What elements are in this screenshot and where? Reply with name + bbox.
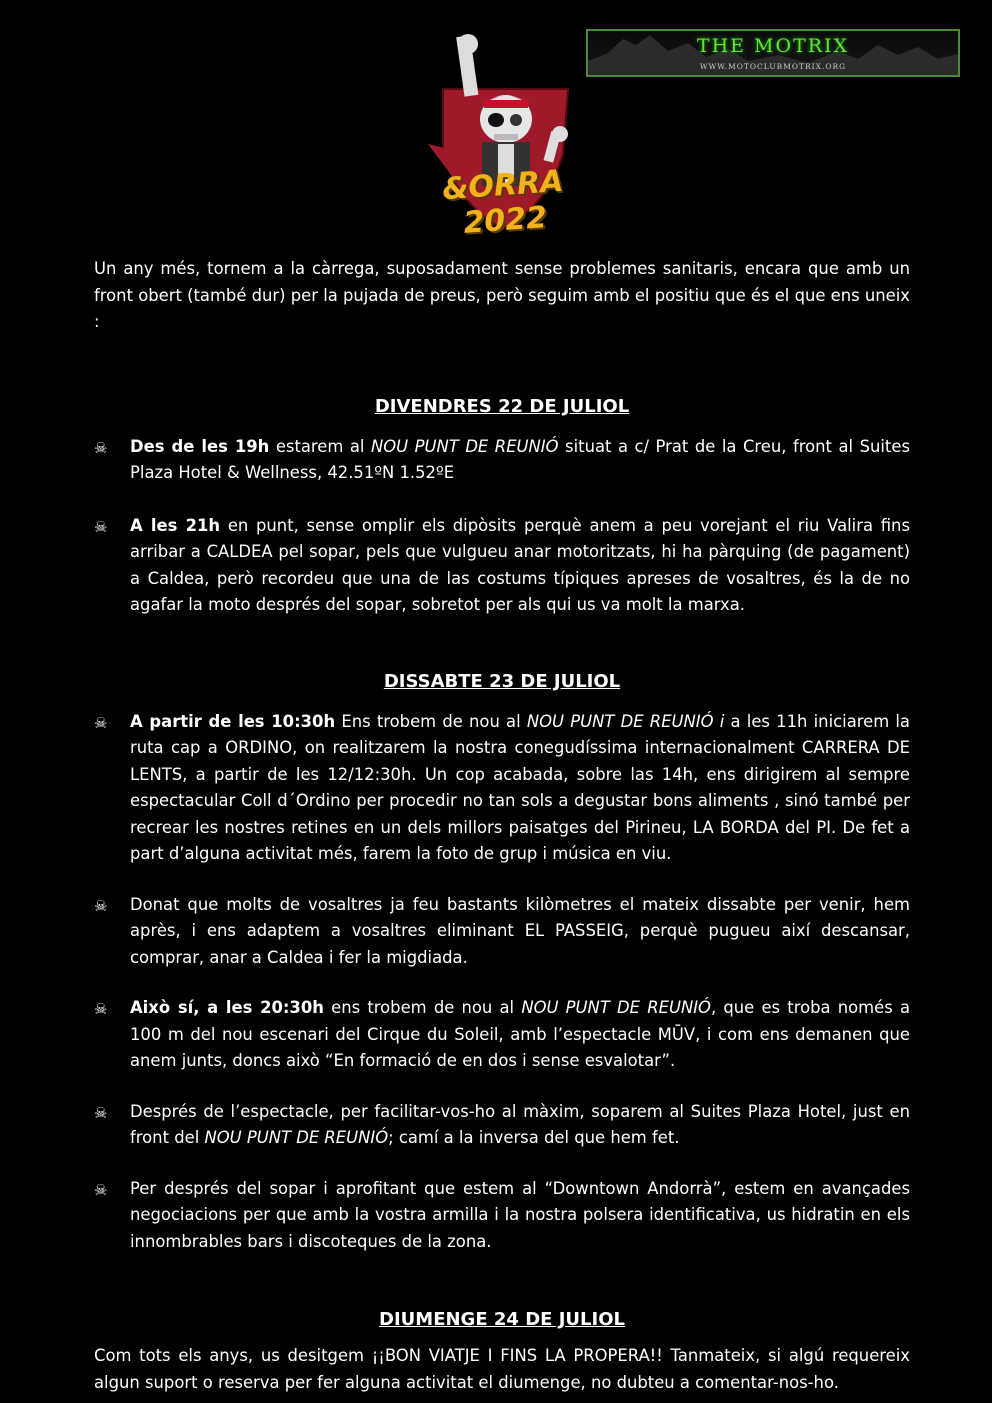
item-bold: A les 21h [130,515,221,535]
heading-friday: DIVENDRES 22 DE JULIOL [374,395,630,417]
item-italic: NOU PUNT DE REUNIÓ [370,436,559,456]
item-bold: A partir de les 10:30h [130,711,336,731]
item-text: en punt, sense omplir els dipòsits perquè anem a peu vorejant el riu Valira fins arribar a CALDEA pel sopar, pels que vulgueu anar motoritzats, hi ha pàrquing (de pagament) a Caldea, però recordeu que una de las costums típiques apreses de vosaltres, és la de no agafar la moto després del sopar, sobretot per als qui us va molt la marxa. [130,515,910,614]
skull-bullet-icon: ☠ [94,896,108,915]
item-text: Ens trobem de nou al [335,711,527,731]
logo-text: &ORRA 2022 [441,163,565,241]
skull-bullet-icon: ☠ [94,517,108,536]
heading-sunday: DIUMENGE 24 DE JULIOL [379,1309,625,1330]
skull-bullet-icon: ☠ [94,1180,108,1199]
skull-bullet-icon: ☠ [94,1103,108,1122]
item-text: ens trobem de nou al [323,998,522,1017]
banner-title: THE MOTRIX [696,35,850,57]
item-text: , que es troba només a 100 m del nou escenari del Cirque du Soleil, amb l’espectacle MŪV, i com ens demanen que anem junts, doncs això “En formació de en dos i sense esvalotar”. [130,998,910,1070]
saturday-item-1 [94,709,910,868]
item-text: Per després del sopar i aprofitant que estem al “Downtown Andorrà”, estem en avançades negociacions per que amb la vostra armilla i la nostra polsera identificativa, us hidratin en els innombrables bars i discoteques de la zona. [130,1178,910,1251]
document-body [94,256,910,1396]
intro-paragraph: Un any més, tornem a la càrrega, suposadament sense problemes sanitaris, encara que amb un front obert (també dur) per la pujada de preus, però seguim amb el positiu que és el que ens uneix : [94,259,910,331]
item-text: situat a c/ Prat de la Creu, front al Suites Plaza Hotel & Wellness, 42.51ºN 1.52ºE [130,436,910,482]
motrix-banner [586,29,960,77]
sunday-paragraph: Com tots els anys, us desitgem ¡¡BON VIATJE I FINS LA PROPERA!! Tanmateix, si algú requereix algun suport o reserva per fer alguna activitat el diumenge, no dubteu a comentar-nos-ho. [94,1346,910,1392]
banner-url: WWW.MOTOCLUBMOTRIX.ORG [699,62,847,71]
item-bold: Això sí, a les 20:30h [130,998,324,1017]
item-text: Donat que molts de vosaltres ja feu bastants kilòmetres el mateix dissabte per venir, hem après, i ens adaptem a vosaltres eliminant EL PASSEIG, perquè pugueu així descansar, comprar, anar a Caldea i fer la migdiada. [130,894,910,967]
item-italic: NOU PUNT DE REUNIÓ [204,1128,389,1147]
friday-item-2 [94,513,910,619]
item-bold: Des de les 19h [130,436,270,456]
saturday-item-4 [94,1099,910,1152]
skull-bullet-icon: ☠ [94,1000,108,1018]
item-italic: NOU PUNT DE REUNIÓ [521,998,711,1017]
saturday-item-5 [94,1176,910,1256]
item-text: ; camí a la inversa del que hem fet. [388,1128,680,1147]
saturday-item-3 [94,995,910,1075]
saturday-item-2 [94,892,910,972]
item-text: estarem al [269,436,371,456]
item-text: a les 11h iniciarem la ruta cap a ORDINO, on realitzarem la nostra conegudíssima internacionalment CARRERA DE LENTS, a partir de les 12/12:30h. Un cop acabada, sobre las 14h, ens dirigirem al sempre espectacular Coll d´Ordino per procedir no tan sols a degustar bons aliments , sinó també per recrear les nostres retines en un dels millors paisatges del Pirineu, LA BORDA del PI. De fet a part d’alguna activitat més, farem la foto de grup i música en viu. [130,711,910,863]
item-text: Després de l’espectacle, per facilitar-vos-ho al màxim, soparem al Suites Plaza Hotel, just en front del [130,1101,910,1147]
heading-saturday: DISSABTE 23 DE JULIOL [383,670,621,692]
skull-bullet-icon: ☠ [94,438,108,457]
skull-bullet-icon: ☠ [94,713,108,732]
item-italic: NOU PUNT DE REUNIÓ i [526,711,725,731]
friday-item-1 [94,434,910,487]
